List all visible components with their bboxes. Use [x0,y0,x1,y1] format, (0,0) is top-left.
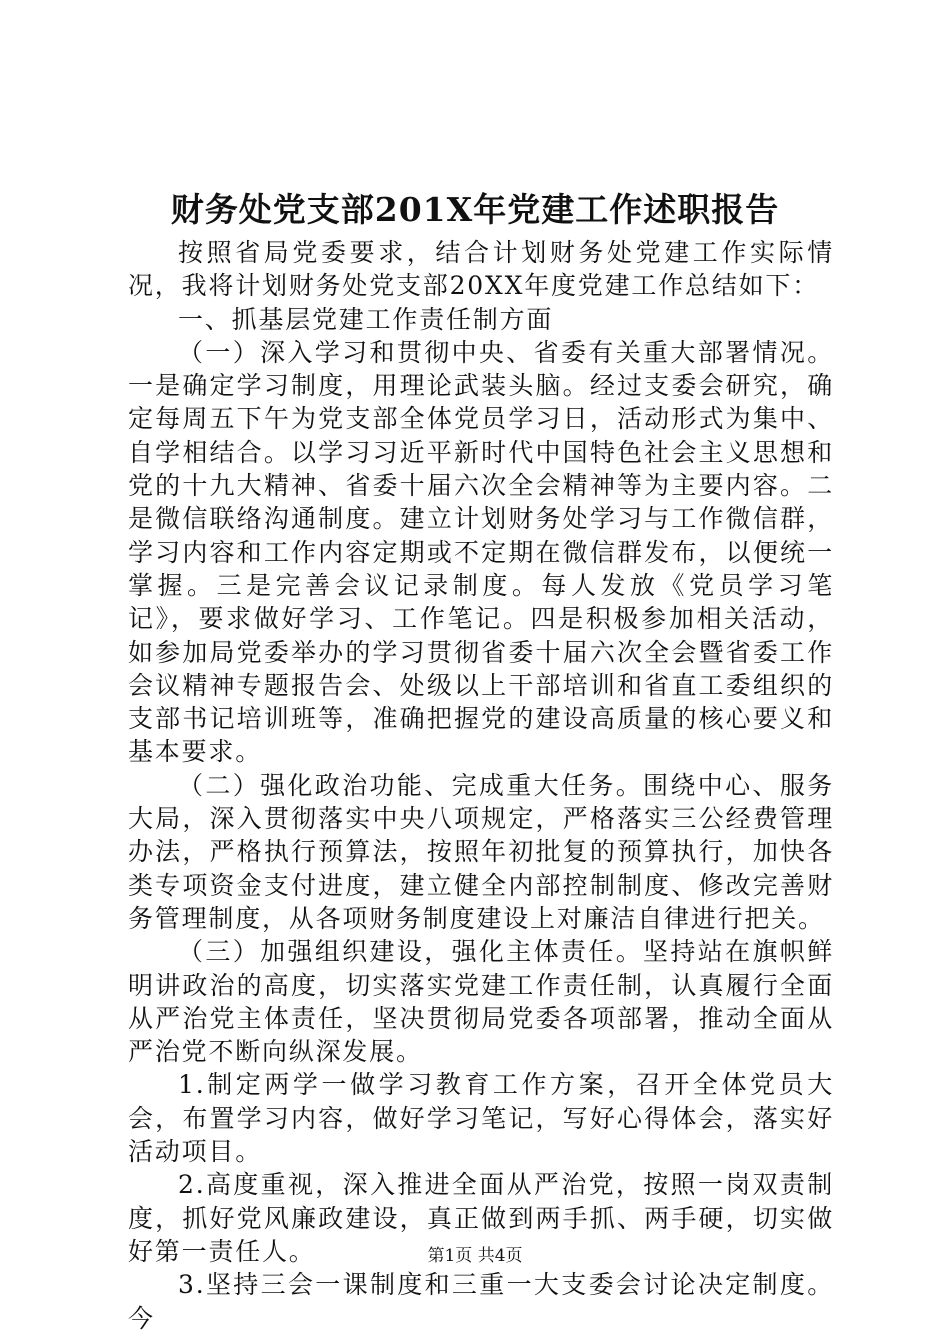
document-title: 财务处党支部201X年党建工作述职报告 [170,190,780,229]
paragraph-subsection-1: （一）深入学习和贯彻中央、省委有关重大部署情况。一是确定学习制度，用理论武装头脑。经过支委会研究，确定每周五下午为党支部全体党员学习日，活动形式为集中、自学相结合。以学习习近平新时代中国特色社会主义思想和党的十九大精神、省委十届六次全会精神等为主要内容。二是微信联络沟通制度。建立计划财务处学习与工作微信群，学习内容和工作内容定期或不定期在微信群发布，以便统一掌握。三是完善会议记录制度。每人发放《党员学习笔记》，要求做好学习、工作笔记。四是积极参加相关活动，如参加局党委举办的学习贯彻省委十届六次全会暨省委工作会议精神专题报告会、处级以上干部培训和省直工委组织的支部书记培训班等，准确把握党的建设高质量的核心要义和基本要求。 [128,337,834,767]
list-item-2: 2.高度重视，深入推进全面从严治党，按照一岗双责制度，抓好党风廉政建设，真正做到两手抓、两手硬，切实做好第一责任人。 [128,1170,834,1266]
paragraph-subsection-2: （二）强化政治功能、完成重大任务。围绕中心、服务大局，深入贯彻落实中央八项规定，严格落实三公经费管理办法，严格执行预算法，按照年初批复的预算执行，加快各类专项资金支付进度，建立健全内部控制制度、修改完善财务管理制度，从各项财务制度建设上对廉洁自律进行把关。 [128,770,834,933]
paragraph-subsection-3: （三）加强组织建设，强化主体责任。坚持站在旗帜鲜明讲政治的高度，切实落实党建工作责任制，认真履行全面从严治党主体责任，坚决贯彻局党委各项部署，推动全面从严治党不断向纵深发展。 [128,937,834,1067]
list-item-3: 3.坚持三会一课制度和三重一大支委会讨论决定制度。今 [128,1270,834,1333]
list-item-1: 1.制定两学一做学习教育工作方案，召开全体党员大会，布置学习内容，做好学习笔记，写好心得体会，落实好活动项目。 [128,1070,834,1167]
document-body [128,236,834,1335]
paragraph-intro: 按照省局党委要求，结合计划财务处党建工作实际情况，我将计划财务处党支部20XX年度党建工作总结如下： [128,238,834,301]
page-number-footer: 第1页 共4页 [427,1246,523,1266]
section-heading-1: 一、抓基层党建工作责任制方面 [178,304,554,334]
